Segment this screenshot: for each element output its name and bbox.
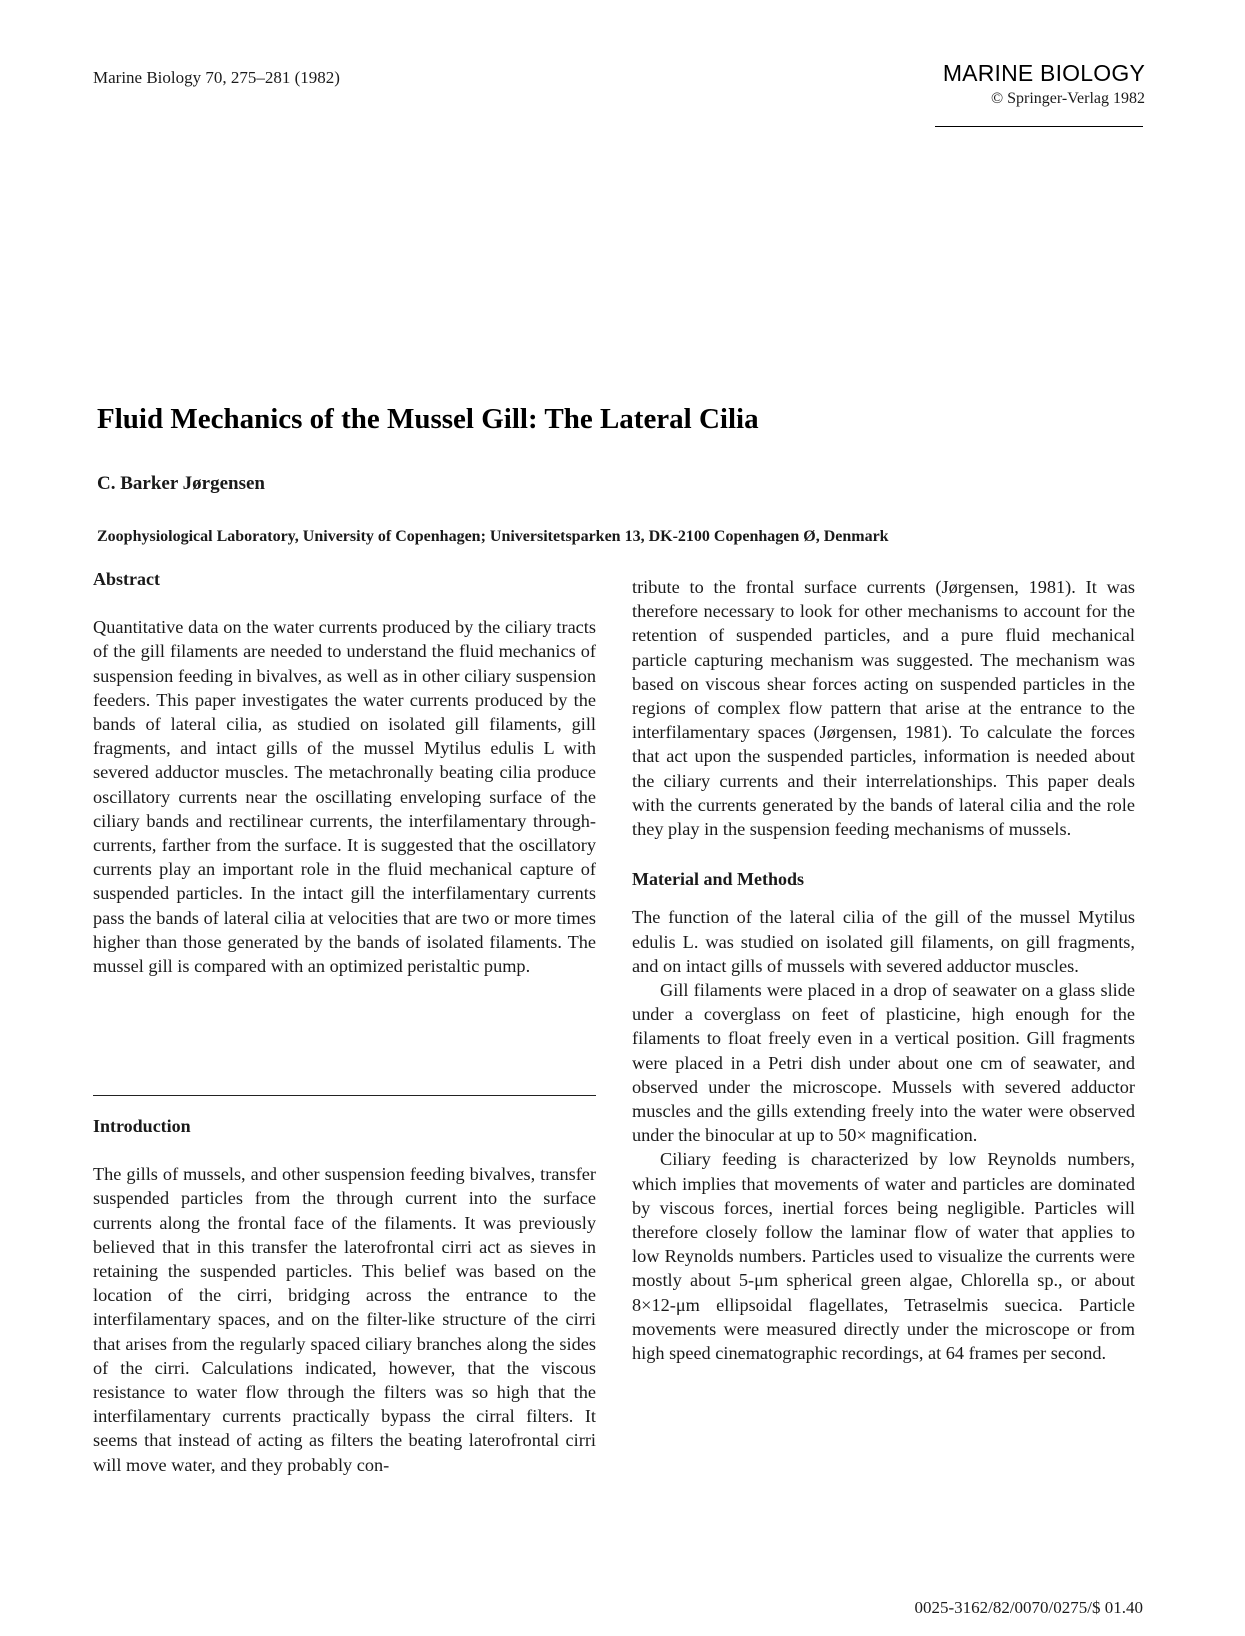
abstract-heading: Abstract: [93, 569, 160, 589]
abstract-section: [93, 567, 596, 978]
article-code: 0025-3162/82/0070/0275/$ 01.40: [914, 1598, 1143, 1617]
journal-masthead: [935, 60, 1145, 108]
introduction-continued: [632, 575, 1135, 1365]
introduction-section: [93, 1114, 596, 1477]
journal-citation: Marine Biology 70, 275–281 (1982): [93, 68, 340, 87]
abstract-text: Quantitative data on the water currents produced by the ciliary tracts of the gill filaments are needed to understand the fluid mechanics of suspension feeding in bivalves, as well as in other ciliary suspension feeders. This paper investigates the water currents produced by the bands of lateral cilia, as studied on isolated gill filaments, gill fragments, and intact gills of the mussel Mytilus edulis L with severed adductor muscles. The metachronally beating cilia produce oscillatory currents near the oscillating enveloping surface of the ciliary bands and rectilinear currents, the interfilamentary through-currents, farther from the surface. It is suggested that the oscillatory currents play an important role in the fluid mechanical capture of suspended particles. In the intact gill the interfilamentary currents pass the bands of lateral cilia at velocities that are two or more times higher than those generated by the bands of isolated filaments. The mussel gill is compared with an optimized peristaltic pump.: [93, 617, 596, 977]
methods-heading: Material and Methods: [632, 869, 804, 890]
methods-paragraph-3: Ciliary feeding is characterized by low Reynolds numbers, which implies that movements of water and particles are dominated by viscous forces, inertial forces being negligible. Particles will therefore closely follow the laminar flow of water that applies to low Reynolds numbers. Particles used to visualize the currents were mostly about 5-μm spherical green algae, Chlorella sp., or about 8×12-μm ellipsoidal flagellates, Tetraselmis suecica. Particle movements were measured directly under the microscope or from high speed cinematographic recordings, at 64 frames per second.: [632, 1149, 1135, 1364]
journal-name: MARINE BIOLOGY: [942, 60, 1145, 86]
methods-paragraph-2: Gill filaments were placed in a drop of seawater on a glass slide under a coverglass on feet of plasticine, high enough for the filaments to float freely even in a vertical position. Gill fragments were placed in a Petri dish under about one cm of seawater, and observed under the microscope. Mussels with severed adductor muscles and the gills extending freely into the water were observed under the binocular at up to 50× magnification.: [632, 980, 1135, 1146]
header-rule: [935, 126, 1143, 127]
methods-paragraph-1: The function of the lateral cilia of the gill of the mussel Mytilus edulis L. was studied on isolated gill filaments, on gill fragments, and on intact gills of mussels with severed adductor muscles.: [632, 907, 1135, 976]
copyright-notice: © Springer-Verlag 1982: [990, 90, 1145, 107]
introduction-text: The gills of mussels, and other suspension feeding bivalves, transfer suspended particles from the through current into the surface currents along the frontal face of the filaments. It was previously believed that in this transfer the laterofrontal cirri act as sieves in retaining the suspended particles. This belief was based on the location of the cirri, bridging across the entrance to the interfilamentary spaces, and on the filter-like structure of the cirri that arises from the regularly spaced ciliary branches along the sides of the cirri. Calculations indicated, however, that the viscous resistance to water flow through the filters was so high that the interfilamentary currents practically bypass the cirral filters. It seems that instead of acting as filters the beating laterofrontal cirri will move water, and they probably con-: [93, 1164, 596, 1475]
article-author: C. Barker Jørgensen: [97, 473, 265, 494]
introduction-continuation: tribute to the frontal surface currents (Jørgensen, 1981). It was therefore necessary to look for other mechanisms to account for the retention of suspended particles, and a pure fluid mechanical particle capturing mechanism was suggested. The mechanism was based on viscous shear forces acting on suspended particles in the regions of complex flow pattern that arise at the entrance to the interfilamentary spaces (Jørgensen, 1981). To calculate the forces that act upon the suspended particles, information is needed about the ciliary currents and their interrelationships. This paper deals with the currents generated by the bands of lateral cilia and the role they play in the suspension feeding mechanisms of mussels.: [632, 577, 1135, 840]
author-affiliation: Zoophysiological Laboratory, University of Copenhagen; Universitetsparken 13, DK-2100 Copenhagen Ø, Denmark: [97, 528, 889, 545]
introduction-heading: Introduction: [93, 1116, 191, 1136]
article-title: Fluid Mechanics of the Mussel Gill: The Lateral Cilia: [97, 403, 759, 435]
abstract-rule: [93, 1095, 596, 1096]
